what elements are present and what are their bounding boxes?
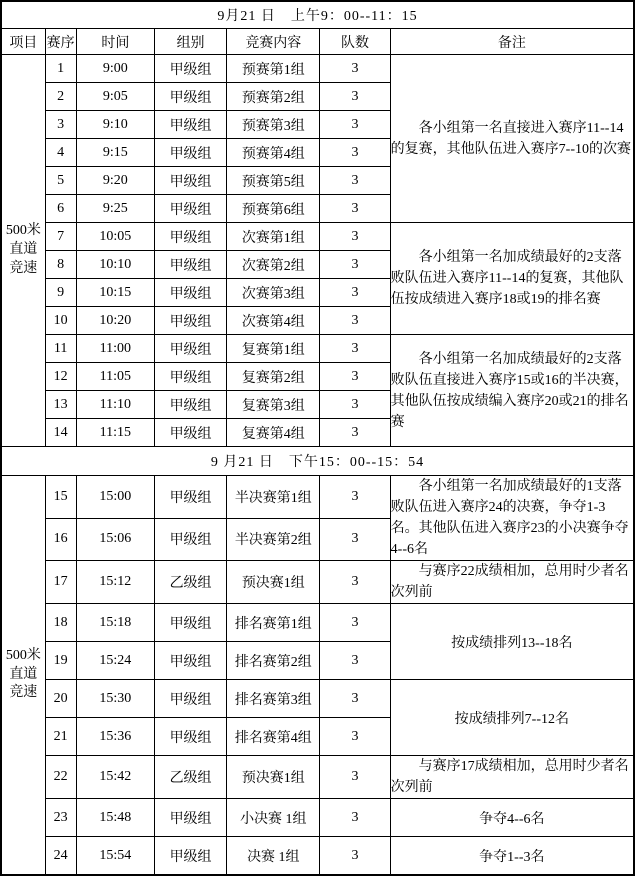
content-cell: 次赛第2组 <box>227 251 320 279</box>
teams-cell: 3 <box>320 476 390 519</box>
content-cell: 次赛第3组 <box>227 279 320 307</box>
table-row <box>1 476 634 519</box>
seq-cell: 23 <box>45 799 76 837</box>
group-cell: 甲级组 <box>154 680 226 718</box>
table-row <box>1 756 634 799</box>
table-row <box>1 680 634 718</box>
group-cell: 甲级组 <box>154 363 226 391</box>
seq-cell: 9 <box>45 279 76 307</box>
teams-cell: 3 <box>320 680 390 718</box>
content-cell: 预赛第3组 <box>227 111 320 139</box>
content-cell: 排名赛第2组 <box>227 642 320 680</box>
group-cell: 甲级组 <box>154 419 226 447</box>
group-cell: 甲级组 <box>154 55 226 83</box>
teams-cell: 3 <box>320 837 390 876</box>
teams-cell: 3 <box>320 167 390 195</box>
time-cell: 15:18 <box>76 604 154 642</box>
remark-text: 各小组第一名直接进入赛序11--14的复赛，其他队伍进入赛序7--10的次赛 <box>390 120 631 157</box>
table-row <box>1 604 634 642</box>
time-cell: 9:10 <box>76 111 154 139</box>
seq-cell: 6 <box>45 195 76 223</box>
group-cell: 甲级组 <box>154 604 226 642</box>
teams-cell: 3 <box>320 604 390 642</box>
col-header-seq: 赛序 <box>45 29 76 55</box>
teams-cell: 3 <box>320 756 390 799</box>
seq-cell: 11 <box>45 335 76 363</box>
remark-cell: 按成绩排列13--18名 <box>390 604 634 680</box>
project-line: 500米 <box>5 647 41 663</box>
table-row <box>1 223 634 251</box>
seq-cell: 3 <box>45 111 76 139</box>
project-cell-morning <box>1 55 45 447</box>
time-cell: 15:42 <box>76 756 154 799</box>
content-cell: 预决赛1组 <box>227 561 320 604</box>
time-cell: 9:05 <box>76 83 154 111</box>
time-cell: 15:24 <box>76 642 154 680</box>
teams-cell: 3 <box>320 83 390 111</box>
content-cell: 预赛第6组 <box>227 195 320 223</box>
time-cell: 15:30 <box>76 680 154 718</box>
col-header-content: 竞赛内容 <box>227 29 320 55</box>
content-cell: 决赛 1组 <box>227 837 320 876</box>
seq-cell: 24 <box>45 837 76 876</box>
remark-cell <box>390 561 634 604</box>
seq-cell: 10 <box>45 307 76 335</box>
group-cell: 甲级组 <box>154 518 226 561</box>
content-cell: 半决赛第2组 <box>227 518 320 561</box>
remark-cell <box>390 335 634 447</box>
group-cell: 甲级组 <box>154 476 226 519</box>
project-line: 竞速 <box>9 260 38 276</box>
time-cell: 11:15 <box>76 419 154 447</box>
teams-cell: 3 <box>320 419 390 447</box>
seq-cell: 1 <box>45 55 76 83</box>
remark-text: 各小组第一名加成绩最好的1支落败队伍进入赛序24的决赛，争夺1-3名。其他队伍进入赛序23的小决赛争夺4--6名 <box>390 479 629 557</box>
group-cell: 甲级组 <box>154 307 226 335</box>
seq-cell: 14 <box>45 419 76 447</box>
content-cell: 预赛第1组 <box>227 55 320 83</box>
col-header-project: 项目 <box>1 29 45 55</box>
seq-cell: 15 <box>45 476 76 519</box>
content-cell: 排名赛第4组 <box>227 718 320 756</box>
remark-cell: 争夺4--6名 <box>390 799 634 837</box>
group-cell: 甲级组 <box>154 223 226 251</box>
content-cell: 预赛第5组 <box>227 167 320 195</box>
seq-cell: 16 <box>45 518 76 561</box>
group-cell: 甲级组 <box>154 83 226 111</box>
session-title-morning: 9月21 日 上午9：00--11：15 <box>1 1 634 29</box>
group-cell: 乙级组 <box>154 561 226 604</box>
teams-cell: 3 <box>320 111 390 139</box>
remark-text: 与赛序17成绩相加，总用时少者名次列前 <box>390 759 629 795</box>
table-row <box>1 799 634 837</box>
teams-cell: 3 <box>320 518 390 561</box>
content-cell: 次赛第1组 <box>227 223 320 251</box>
time-cell: 10:10 <box>76 251 154 279</box>
table-row <box>1 55 634 83</box>
group-cell: 甲级组 <box>154 391 226 419</box>
seq-cell: 13 <box>45 391 76 419</box>
time-cell: 15:00 <box>76 476 154 519</box>
content-cell: 预赛第2组 <box>227 83 320 111</box>
remark-cell: 争夺1--3名 <box>390 837 634 876</box>
time-cell: 15:48 <box>76 799 154 837</box>
remark-cell <box>390 55 634 223</box>
seq-cell: 21 <box>45 718 76 756</box>
teams-cell: 3 <box>320 307 390 335</box>
remark-text: 与赛序22成绩相加，总用时少者名次列前 <box>390 564 629 600</box>
project-line: 直道 <box>9 242 38 258</box>
time-cell: 10:20 <box>76 307 154 335</box>
content-cell: 半决赛第1组 <box>227 476 320 519</box>
teams-cell: 3 <box>320 561 390 604</box>
teams-cell: 3 <box>320 799 390 837</box>
seq-cell: 5 <box>45 167 76 195</box>
col-header-teams: 队数 <box>320 29 390 55</box>
time-cell: 11:10 <box>76 391 154 419</box>
group-cell: 甲级组 <box>154 837 226 876</box>
content-cell: 预赛第4组 <box>227 139 320 167</box>
time-cell: 15:12 <box>76 561 154 604</box>
session-title-afternoon: 9 月21 日 下午15：00--15：54 <box>1 447 634 476</box>
seq-cell: 4 <box>45 139 76 167</box>
content-cell: 排名赛第1组 <box>227 604 320 642</box>
group-cell: 乙级组 <box>154 756 226 799</box>
col-header-time: 时间 <box>76 29 154 55</box>
content-cell: 复赛第2组 <box>227 363 320 391</box>
seq-cell: 20 <box>45 680 76 718</box>
remark-cell: 按成绩排列7--12名 <box>390 680 634 756</box>
group-cell: 甲级组 <box>154 642 226 680</box>
time-cell: 15:06 <box>76 518 154 561</box>
content-cell: 复赛第1组 <box>227 335 320 363</box>
time-cell: 9:20 <box>76 167 154 195</box>
project-cell-afternoon <box>1 476 45 876</box>
seq-cell: 17 <box>45 561 76 604</box>
content-cell: 预决赛1组 <box>227 756 320 799</box>
teams-cell: 3 <box>320 363 390 391</box>
seq-cell: 18 <box>45 604 76 642</box>
col-header-remark: 备注 <box>390 29 634 55</box>
teams-cell: 3 <box>320 139 390 167</box>
project-line: 竞速 <box>9 685 38 701</box>
time-cell: 9:15 <box>76 139 154 167</box>
remark-cell <box>390 476 634 561</box>
seq-cell: 2 <box>45 83 76 111</box>
remark-text: 各小组第一名加成绩最好的2支落败队伍进入赛序11--14的复赛，其他队伍按成绩进入赛序18或19的排名赛 <box>390 250 624 307</box>
project-line: 直道 <box>9 666 38 682</box>
col-header-group: 组别 <box>154 29 226 55</box>
time-cell: 9:25 <box>76 195 154 223</box>
teams-cell: 3 <box>320 251 390 279</box>
content-cell: 小决赛 1组 <box>227 799 320 837</box>
table-row <box>1 837 634 876</box>
remark-cell <box>390 223 634 335</box>
seq-cell: 8 <box>45 251 76 279</box>
table-row <box>1 335 634 363</box>
column-header-row <box>1 29 634 55</box>
seq-cell: 19 <box>45 642 76 680</box>
project-line: 500米 <box>5 223 41 239</box>
group-cell: 甲级组 <box>154 167 226 195</box>
content-cell: 次赛第4组 <box>227 307 320 335</box>
teams-cell: 3 <box>320 223 390 251</box>
group-cell: 甲级组 <box>154 251 226 279</box>
teams-cell: 3 <box>320 55 390 83</box>
remark-text: 各小组第一名加成绩最好的2支落败队伍直接进入赛序15或16的半决赛，其他队伍按成绩编入赛序20或21的排名赛 <box>390 351 629 430</box>
teams-cell: 3 <box>320 279 390 307</box>
teams-cell: 3 <box>320 391 390 419</box>
group-cell: 甲级组 <box>154 718 226 756</box>
content-cell: 复赛第3组 <box>227 391 320 419</box>
teams-cell: 3 <box>320 642 390 680</box>
group-cell: 甲级组 <box>154 139 226 167</box>
group-cell: 甲级组 <box>154 335 226 363</box>
teams-cell: 3 <box>320 718 390 756</box>
seq-cell: 22 <box>45 756 76 799</box>
time-cell: 11:00 <box>76 335 154 363</box>
table-row <box>1 561 634 604</box>
seq-cell: 7 <box>45 223 76 251</box>
group-cell: 甲级组 <box>154 111 226 139</box>
time-cell: 15:36 <box>76 718 154 756</box>
content-cell: 复赛第4组 <box>227 419 320 447</box>
remark-cell <box>390 756 634 799</box>
seq-cell: 12 <box>45 363 76 391</box>
teams-cell: 3 <box>320 195 390 223</box>
group-cell: 甲级组 <box>154 195 226 223</box>
time-cell: 11:05 <box>76 363 154 391</box>
content-cell: 排名赛第3组 <box>227 680 320 718</box>
teams-cell: 3 <box>320 335 390 363</box>
time-cell: 10:15 <box>76 279 154 307</box>
time-cell: 10:05 <box>76 223 154 251</box>
time-cell: 9:00 <box>76 55 154 83</box>
group-cell: 甲级组 <box>154 799 226 837</box>
group-cell: 甲级组 <box>154 279 226 307</box>
time-cell: 15:54 <box>76 837 154 876</box>
